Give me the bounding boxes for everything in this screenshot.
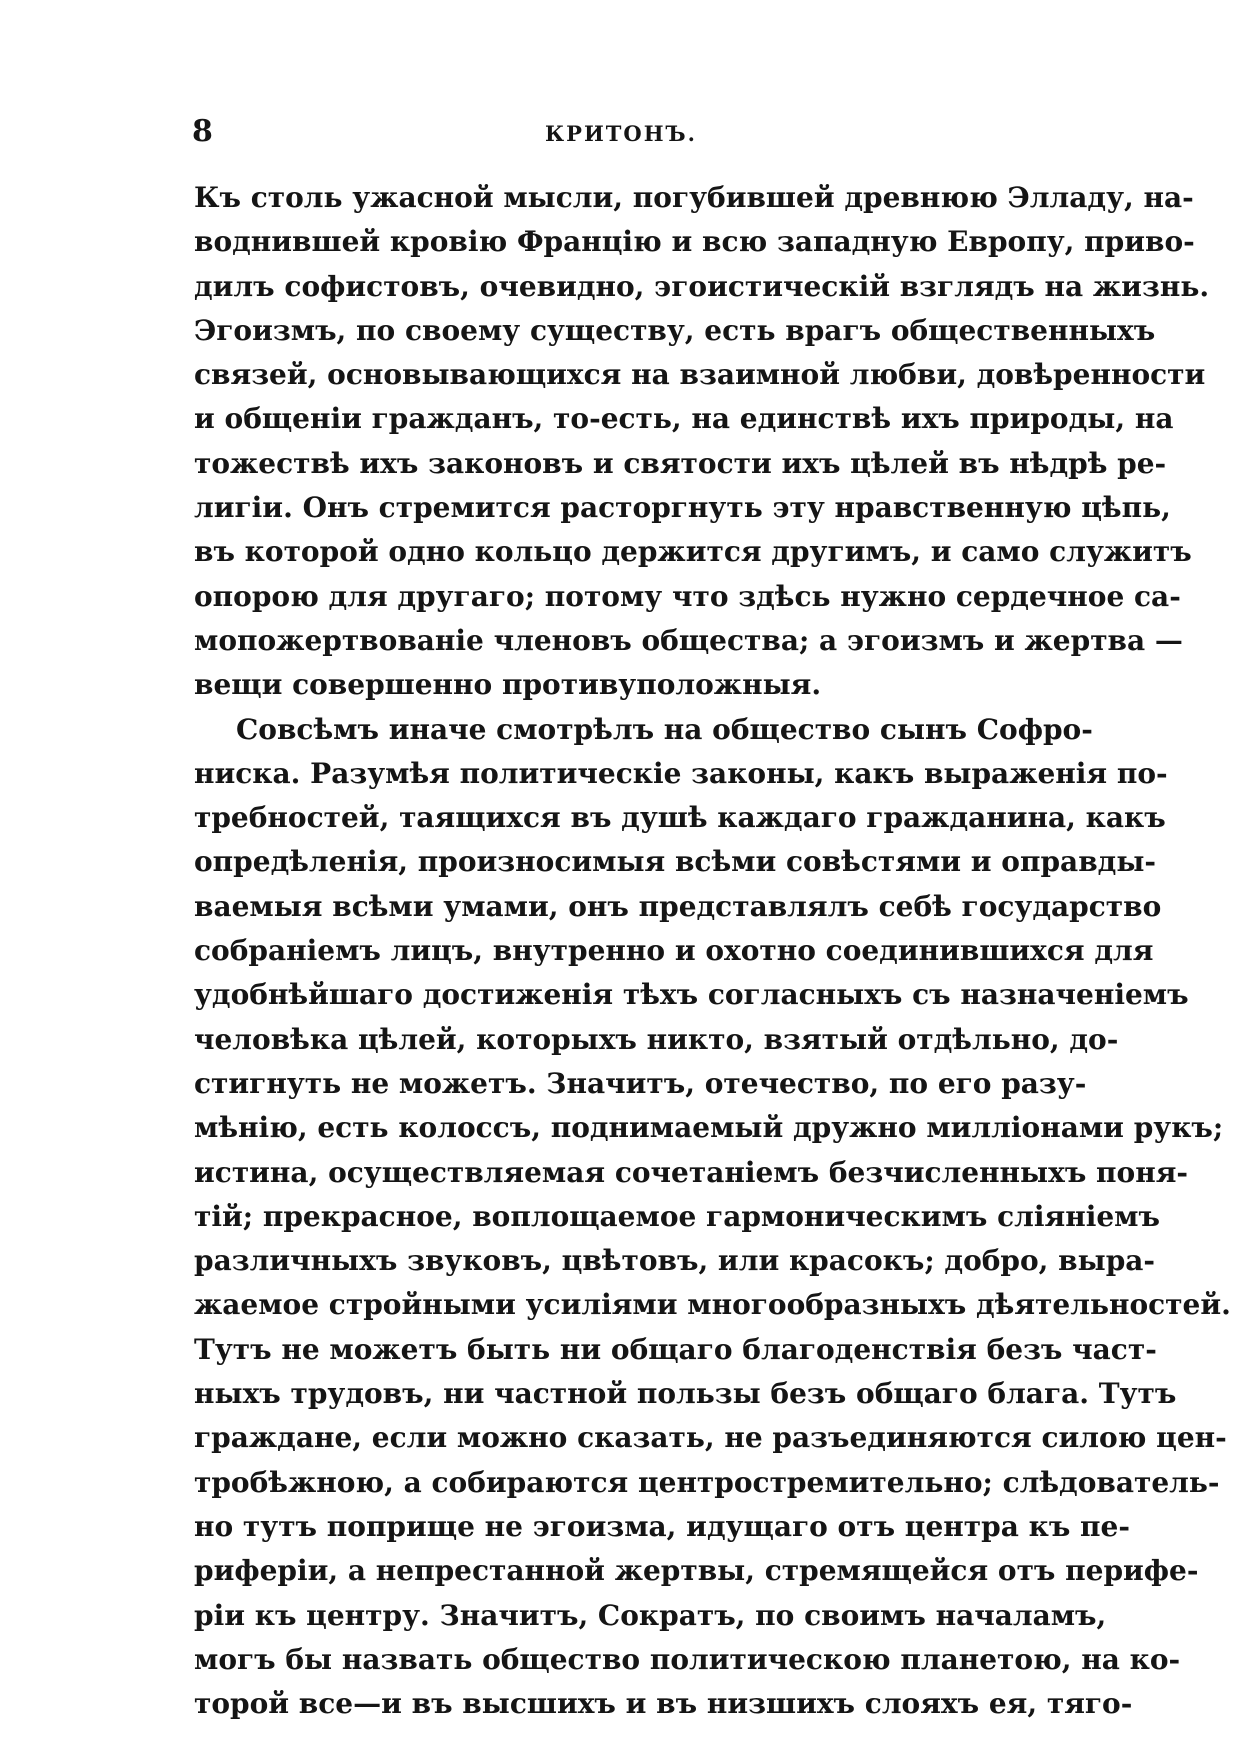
- text-line: торой все—и въ высшихъ и въ низшихъ слояхъ ея, тяго-: [194, 1687, 1133, 1721]
- text-line: воднившей кровію Францію и всю западную Европу, приво-: [194, 225, 1195, 259]
- text-line: въ которой одно кольцо держится другимъ, и само служитъ: [194, 535, 1192, 569]
- text-line: ныхъ трудовъ, ни частной пользы безъ общаго блага. Тутъ: [194, 1377, 1177, 1411]
- text-line: жаемое стройными усиліями многообразныхъ дѣятельностей.: [194, 1288, 1231, 1322]
- text-line: дилъ софистовъ, очевидно, эгоистическій взглядъ на жизнь.: [194, 269, 1210, 303]
- text-line: вещи совершенно противуположныя.: [194, 668, 822, 702]
- text-line: Тутъ не можетъ быть ни общаго благоденствія безъ част-: [194, 1332, 1157, 1366]
- text-line: стигнуть не можетъ. Значитъ, отечество, по его разу-: [194, 1066, 1087, 1100]
- text-line: граждане, если можно сказать, не разъединяются силою цен-: [194, 1421, 1227, 1455]
- text-line: тробѣжною, а собираются центростремительно; слѣдователь-: [194, 1465, 1220, 1499]
- text-line: тій; прекрасное, воплощаемое гармоническимъ сліяніемъ: [194, 1199, 1160, 1233]
- text-line: различныхъ звуковъ, цвѣтовъ, или красокъ; добро, выра-: [194, 1244, 1156, 1278]
- text-line: Къ столь ужасной мысли, погубившей древнюю Элладу, на-: [194, 181, 1194, 214]
- text-line: опорою для другаго; потому что здѣсь нужно сердечное са-: [194, 579, 1181, 613]
- text-line: опредѣленія, произносимыя всѣми совѣстями и оправды-: [194, 845, 1157, 879]
- running-head: [192, 112, 1050, 152]
- text-line: и общеніи гражданъ, то-есть, на единствѣ ихъ природы, на: [194, 402, 1174, 436]
- text-line: могъ бы назвать общество политическою планетою, на ко-: [194, 1642, 1181, 1676]
- text-line: человѣка цѣлей, которыхъ никто, взятый отдѣльно, до-: [194, 1022, 1119, 1056]
- text-line: требностей, таящихся въ душѣ каждаго гражданина, какъ: [194, 801, 1166, 835]
- text-line: ниска. Разумѣя политическіе законы, какъ выраженія по-: [194, 756, 1168, 790]
- text-line: тожествѣ ихъ законовъ и святости ихъ цѣлей въ нѣдрѣ ре-: [194, 446, 1167, 480]
- running-title: КРИТОНЪ.: [545, 121, 697, 146]
- text-line: мѣнію, есть колоссъ, поднимаемый дружно милліонами рукъ;: [194, 1111, 1224, 1145]
- text-line: Совсѣмъ иначе смотрѣлъ на общество сынъ Софро-: [236, 712, 1093, 746]
- text-line: ваемыя всѣми умами, онъ представлялъ себѣ государство: [194, 889, 1162, 923]
- text-line: рифеpiи, а непрестанной жертвы, стремящейся отъ перифе-: [194, 1554, 1199, 1588]
- text-line: мопожертвованіе членовъ общества; а эгоизмъ и жертва —: [194, 623, 1183, 657]
- text-line: удобнѣйшаго достиженія тѣхъ согласныхъ съ назначеніемъ: [194, 978, 1189, 1012]
- text-line: но тутъ поприще не эгоизма, идущаго отъ центра къ пе-: [194, 1509, 1130, 1543]
- text-line: собраніемъ лицъ, внутренно и охотно соединившихся для: [194, 934, 1154, 968]
- page-number: 8: [192, 114, 213, 149]
- text-line: Эгоизмъ, по своему существу, есть врагъ общественныхъ: [194, 313, 1156, 347]
- text-line: истина, осуществляемая сочетаніемъ безчисленныхъ поня-: [194, 1155, 1189, 1189]
- paragraph: [194, 708, 1231, 1727]
- body-text: [194, 176, 1231, 1726]
- text-line: связей, основывающихся на взаимной любви, довѣренности: [194, 358, 1206, 392]
- paragraph: [194, 176, 1210, 708]
- text-line: лигіи. Онъ стремится расторгнуть эту нравственную цѣпь,: [194, 491, 1171, 525]
- text-line: ріи къ центру. Значитъ, Сократъ, по своимъ началамъ,: [194, 1598, 1107, 1632]
